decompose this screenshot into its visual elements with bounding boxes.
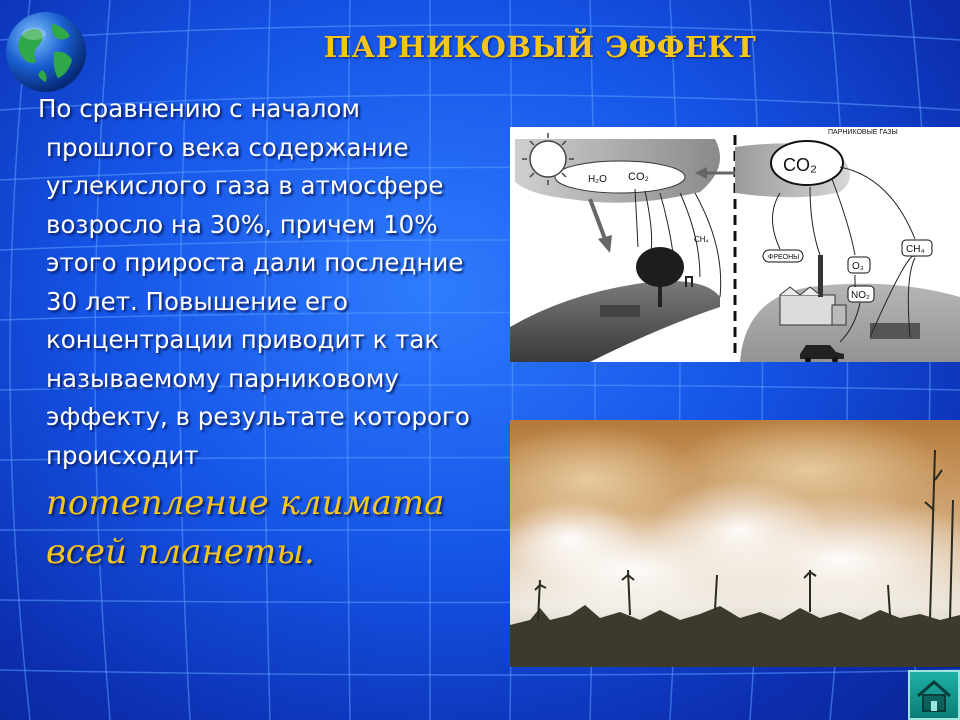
greenhouse-gases-diagram xyxy=(510,127,960,362)
body-text xyxy=(30,90,470,577)
label-co2-left: CO₂ xyxy=(628,171,649,183)
label-h2o: H₂O xyxy=(588,174,607,185)
label-ch4-left: CH₄ xyxy=(694,235,709,244)
label-no2: NO₂ xyxy=(851,290,870,301)
forest-fire-photo xyxy=(510,420,960,667)
label-freons: ФРЕОНЫ xyxy=(768,254,800,261)
body-paragraph: По сравнению с началом прошлого века содержание углекислого газа в атмосфере возросло на 30%, причем 10% этого прироста дали последние 30 лет. Повышение его концентрации приводит к так называемому парниковому эффекту, в результате которого происходит xyxy=(38,94,470,470)
slide-title: ПАРНИКОВЫЙ ЭФФЕКТ xyxy=(323,30,757,64)
label-o3: O₃ xyxy=(852,261,864,272)
globe-icon xyxy=(2,8,90,96)
highlight-text: потепление климата всей планеты. xyxy=(46,483,445,572)
diagram-header: ПАРНИКОВЫЕ ГАЗЫ xyxy=(828,129,898,136)
label-co2-right: CO₂ xyxy=(783,155,817,175)
home-button[interactable] xyxy=(908,670,960,720)
home-icon xyxy=(910,672,958,718)
label-ch4-right: CH₄ xyxy=(906,244,925,255)
